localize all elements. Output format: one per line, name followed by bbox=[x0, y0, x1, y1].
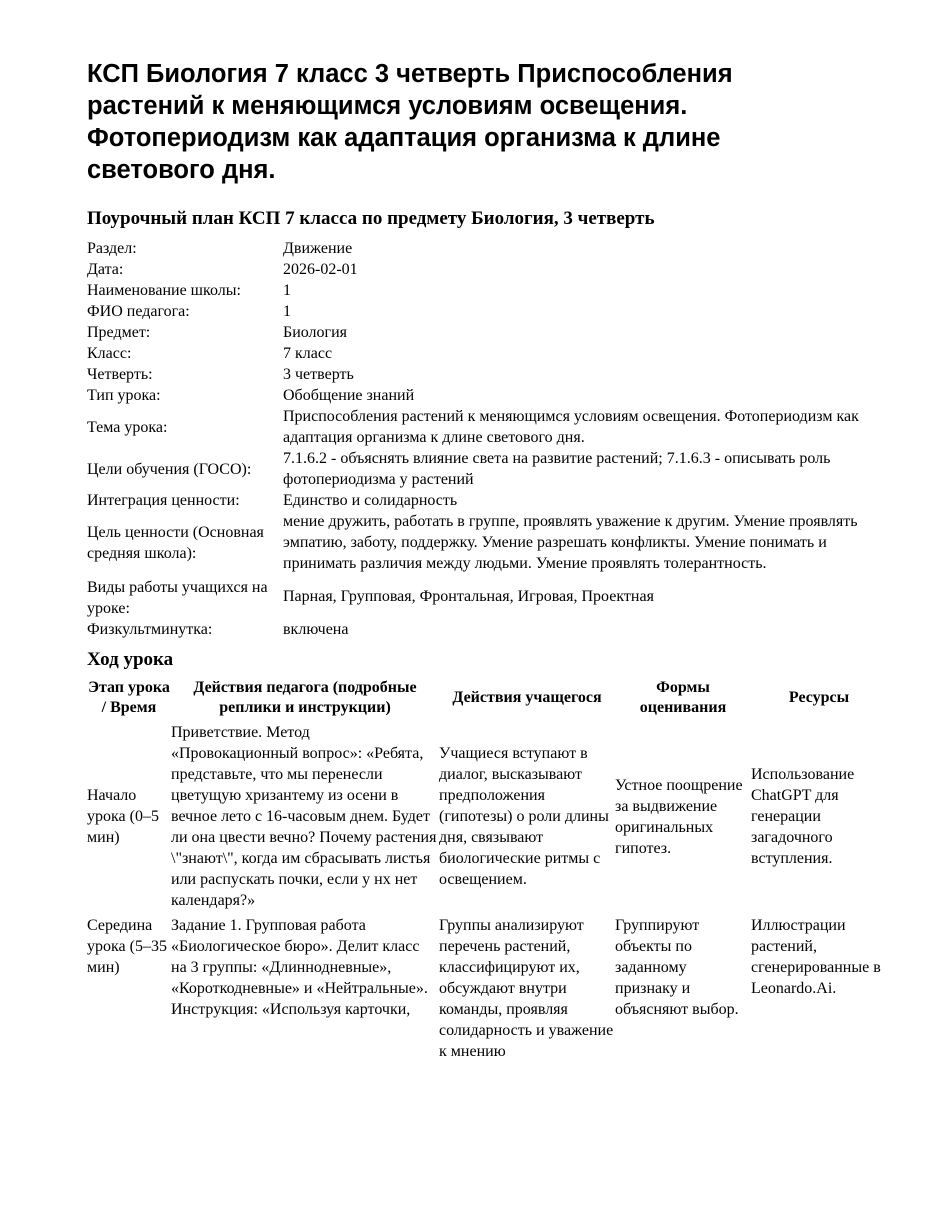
student-actions-cell: Группы анализируют перечень растений, классифицируют их, обсуждают внутри команды, проявляя солидарность и уважение к мнению bbox=[439, 917, 614, 1060]
info-row-teacher bbox=[87, 301, 887, 322]
stage-cell: Середина урока (5–35 мин) bbox=[87, 917, 167, 976]
info-label: Наименование школы: bbox=[87, 282, 241, 299]
info-label: Тип урока: bbox=[87, 387, 161, 404]
info-value: 1 bbox=[283, 282, 291, 299]
assessment-cell: Группируют объекты по заданному признаку и объясняют выбор. bbox=[615, 917, 739, 1018]
info-row-subject bbox=[87, 322, 887, 343]
info-label: Дата: bbox=[87, 261, 124, 278]
info-value: мение дружить, работать в группе, проявлять уважение к другим. Умение проявлять эмпатию, заботу, поддержку. Умение разрешать конфликты. Умение понимать и принимать различия между людьми. Умение проявлять толерантность. bbox=[283, 513, 858, 572]
info-label: Раздел: bbox=[87, 240, 137, 257]
lesson-table bbox=[87, 678, 887, 1066]
info-row-topic bbox=[87, 406, 887, 448]
student-actions-cell: Учащиеся вступают в диалог, высказывают предположения (гипотезы) о роли длины дня, связывают биологические ритмы с освещением. bbox=[439, 745, 609, 888]
info-label: Предмет: bbox=[87, 324, 151, 341]
info-row-physical-break bbox=[87, 619, 887, 640]
info-value: 7 класс bbox=[283, 345, 333, 362]
info-label: Виды работы учащихся на уроке: bbox=[87, 579, 268, 617]
info-label: Интеграция ценности: bbox=[87, 492, 240, 509]
info-row-quarter bbox=[87, 364, 887, 385]
info-label: Цели обучения (ГОСО): bbox=[87, 460, 252, 478]
info-value: 7.1.6.2 - объяснять влияние света на развитие растений; 7.1.6.3 - описывать роль фотопериодизма у растений bbox=[283, 450, 831, 488]
resources-cell: Использование ChatGPT для генерации загадочного вступления. bbox=[751, 766, 855, 867]
info-label: Тема урока: bbox=[87, 418, 168, 436]
info-value: Движение bbox=[283, 240, 353, 257]
column-header-stage: Этап урока / Время bbox=[88, 679, 170, 716]
info-label: Класс: bbox=[87, 345, 132, 362]
stage-cell: Начало урока (0–5 мин) bbox=[87, 787, 159, 846]
table-row bbox=[87, 915, 887, 1066]
teacher-actions-cell: Задание 1. Групповая работа «Биологическое бюро». Делит класс на 3 группы: «Длиннодневные», «Короткодневные» и «Нейтральные». Инструкция: «Используя карточки, bbox=[171, 917, 428, 1018]
lesson-header-row bbox=[87, 678, 887, 722]
info-row-work-types bbox=[87, 574, 887, 619]
column-header-teacher: Действия педагога (подробные реплики и инструкции) bbox=[193, 679, 417, 716]
table-row bbox=[87, 722, 887, 915]
info-value: 1 bbox=[283, 303, 291, 320]
document-page bbox=[87, 58, 887, 1066]
info-row-value-integration bbox=[87, 490, 887, 511]
info-row-goals bbox=[87, 448, 887, 490]
info-value: Единство и солидарность bbox=[283, 492, 458, 509]
info-row-lesson-type bbox=[87, 385, 887, 406]
info-row-school bbox=[87, 280, 887, 301]
info-row-grade bbox=[87, 343, 887, 364]
info-label: Четверть: bbox=[87, 366, 153, 383]
column-header-assessment: Формы оценивания bbox=[639, 679, 727, 716]
info-value: 2026-02-01 bbox=[283, 261, 358, 278]
info-value: Биология bbox=[283, 324, 348, 341]
info-label: Физкультминутка: bbox=[87, 621, 213, 638]
info-value: 3 четверть bbox=[283, 366, 354, 383]
resources-cell: Иллюстрации растений, сгенерированные в Leonardo.Ai. bbox=[751, 917, 881, 997]
info-value: Парная, Групповая, Фронтальная, Игровая, Проектная bbox=[283, 588, 654, 605]
info-value: Обобщение знаний bbox=[283, 387, 415, 404]
column-header-resources: Ресурсы bbox=[788, 689, 850, 706]
info-row-date bbox=[87, 259, 887, 280]
plan-subtitle: Поурочный план КСП 7 класса по предмету Биология, 3 четверть bbox=[87, 208, 655, 229]
teacher-actions-cell: Приветствие. Метод «Провокационный вопрос»: «Ребята, представьте, что мы перенесли цветущую хризантему из осени в вечное лето с 16-часовым днем. Будет ли она цвести вечно? Почему растения \"знают\", когда им сбрасывать листья или распускать почки, если у нх нет календаря?» bbox=[171, 724, 437, 909]
info-row-section bbox=[87, 238, 887, 259]
document-title: КСП Биология 7 класс 3 четверть Приспособления растений к меняющимся условиям освещения. Фотопериодизм как адаптация организма к длине светового дня. bbox=[87, 60, 733, 184]
info-value: включена bbox=[283, 621, 349, 638]
lesson-heading: Ход урока bbox=[87, 649, 174, 670]
info-table bbox=[87, 238, 887, 640]
assessment-cell: Устное поощрение за выдвижение оригинальных гипотез. bbox=[615, 776, 743, 857]
info-label: Цель ценности (Основная средняя школа): bbox=[87, 523, 264, 562]
column-header-student: Действия учащегося bbox=[452, 689, 602, 706]
info-label: ФИО педагога: bbox=[87, 303, 190, 320]
info-value: Приспособления растений к меняющимся условиям освещения. Фотопериодизм как адаптация организма к длине светового дня. bbox=[283, 408, 859, 446]
info-row-value-goal bbox=[87, 511, 887, 574]
